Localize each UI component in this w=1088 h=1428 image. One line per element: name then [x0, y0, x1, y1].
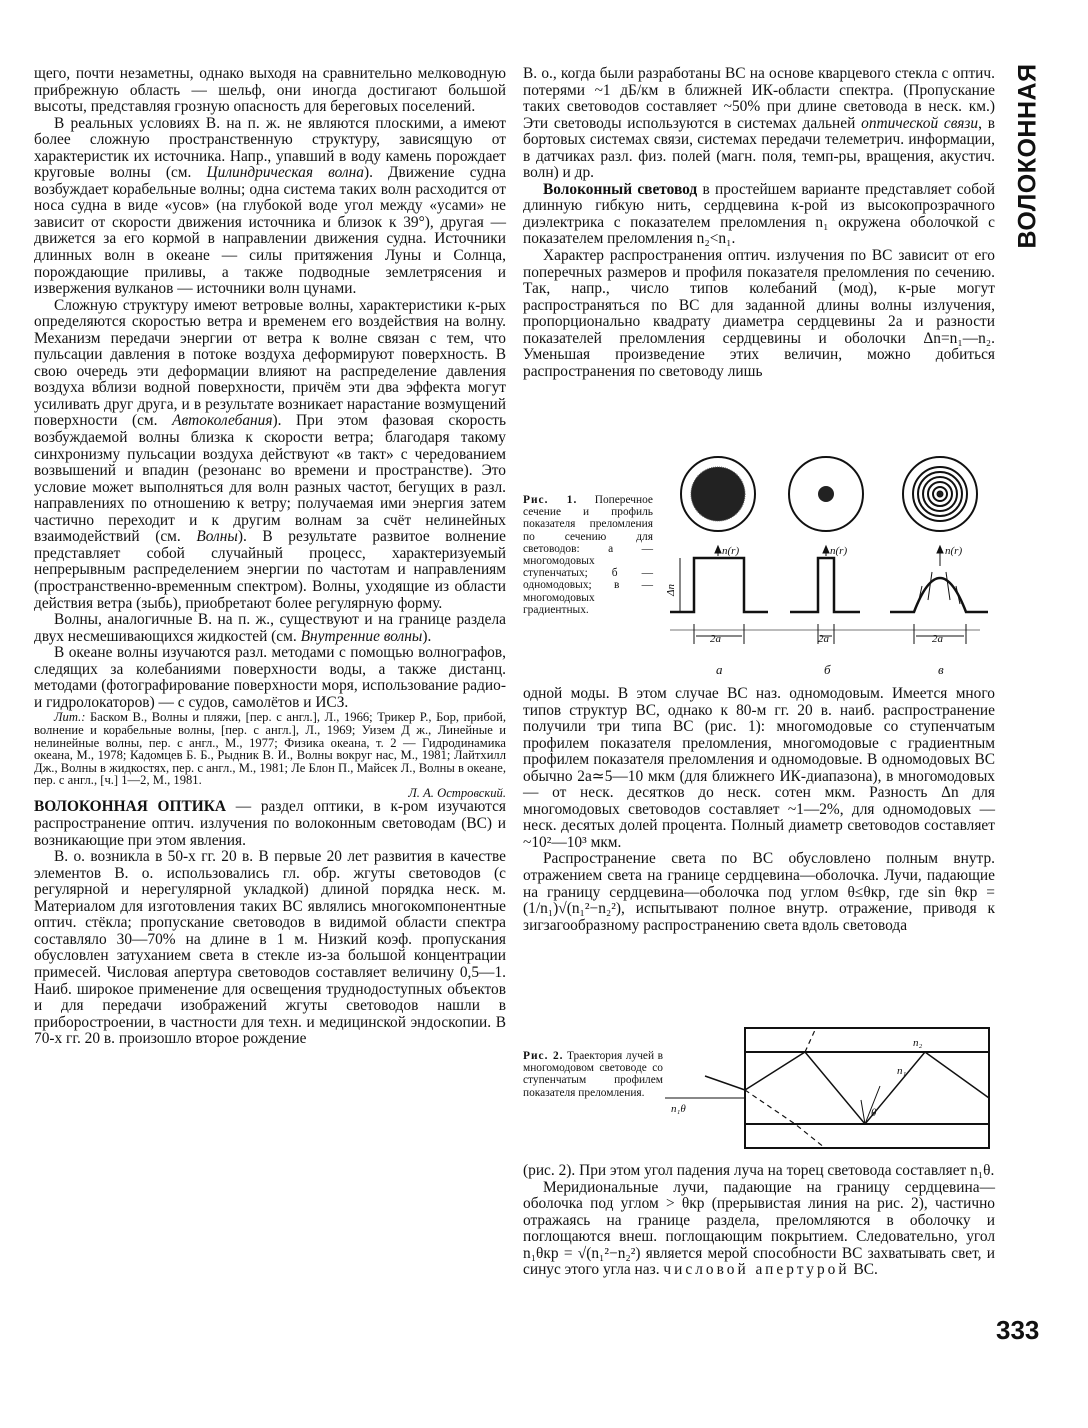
axis-label: n(r): [722, 545, 740, 557]
cross-reference: Внутренние волны: [300, 627, 423, 645]
right-column-middle: [523, 686, 995, 934]
paragraph: Характер распространения оптич. излучения по ВС зависит от его поперечных размеров и профиля показателя преломления по сечению. Так, напр., число типов колебаний (мод), к-рые могут распространяться по ВС для заданной длины волны излучения, пропорционально квадрату диаметра сердцевины 2a и разности показателей преломления сердцевины и оболочки Δn=n₁—n₂. Уменьшая произведение этих величин, можно добиться распространения по световоду лишь: [523, 247, 995, 380]
profile-a: [670, 546, 768, 644]
width-label: 2a: [932, 633, 943, 645]
running-head: [998, 63, 1058, 249]
paragraph: Сложную структуру имеют ветровые волны, характеристики к-рых определяются скоростью ветра и временем его воздействия на волну. Механизм передачи энергии от ветра к волне связан с тем, что пульсации давления в потоке воздуха деформируют поверхность. В свою очередь эти деформации влияют на распределение давления воздуха вблизи водной поверхности, причём эти два эффекта могут усиливать друг друга, и в результате возникает нарастание возмущений поверхности (см. Автоколебания). При этом фазовая скорость возбуждаемой волны близка к скорости ветра; благодаря такому синхронизму пульсации воздуха действуют «в такт» с чередованием возвышений и впадин (резонанс во времени и пространстве). Это условие может выполняться для волн разных частот, бегущих в разл. направлениях по отношению к ветру; получаемая ими энергия затем частично переходит и к другим волнам за счёт нелинейных взаимодействий (см. Волны). В результате развитое волнение представляет собой случайный процесс, характеризуемый непрерывным распределением энергии по частотам и направлениям (пространственно-временным спектром). Волны, уходящие из области действия ветра (зыбь), приобретают более регулярную форму.: [34, 296, 506, 612]
incident-ray: [705, 1076, 745, 1090]
refracted-ray: [745, 1090, 825, 1148]
cross-section-c: [903, 457, 977, 531]
n1-label: n₁: [897, 1065, 907, 1077]
left-column: [34, 66, 506, 1048]
running-head-text: ВОЛОКОННАЯ: [1013, 63, 1042, 249]
figure-2: [665, 1026, 995, 1152]
paragraph: Меридиональные лучи, падающие на границу сердцевина—оболочка под углом > θкр (прерывистая линия на рис. 2), частично отражаясь на границе раздела, преломляются в оболочку и поглощаются внеш. поглощающим покрытием. Следовательно, угол n₁θкр = √(n₁²−n₂²) является мерой способности ВС захватывать свет, и синус этого угла наз. числовой апертурой ВС.: [523, 1178, 995, 1279]
cross-reference: оптической связи: [861, 114, 979, 132]
figure-1: [660, 454, 1000, 682]
panel-label-b: б: [824, 662, 831, 677]
literature-list: [34, 711, 506, 799]
figure-1-caption: Рис. 1. Поперечное сечение и профиль показателя преломления по сечению для световодов: а — многомодовых ступенчатых; б — одномодовых; в — многомодовых градиентных.: [523, 494, 653, 616]
paragraph: В океане волны изучаются разл. методами с помощью волнографов, следящих за колебаниями поверхности воды, а также дистанц. методами (фотографирование поверхности моря, использование радио- и гидролокаторов) — с судов, самолётов и ИСЗ.: [34, 644, 506, 711]
page-number: 333: [996, 1315, 1040, 1345]
theta-label: θ: [871, 1107, 877, 1119]
axis-label: n(r): [945, 545, 963, 557]
cross-reference: Автоколебания: [172, 412, 273, 430]
width-label: 2a: [710, 633, 721, 645]
right-column-top: [523, 66, 995, 380]
author-signature: Л. А. Островский.: [408, 785, 506, 800]
profile-c: [890, 546, 988, 644]
figure-2-caption: Рис. 2. Траектория лучей в многомодовом световоде со ступенчатым профилем показателя преломления.: [523, 1050, 663, 1099]
cross-reference: Волны: [196, 528, 238, 546]
paragraph: В. о. возникла в 50-х гг. 20 в. В первые 20 лет развития в качестве элементов В. о. использовались гл. обр. жгуты световодов (с регулярной и нерегулярной укладкой) длиной порядка неск. м. Материалом для изготовления таких ВС являлись многокомпонентные оптич. стёкла; пропускание световодов в видимой области спектра составляло 30—70% на длине в 1 м. Низкий коэф. пропускания обусловлен затуханием света в стекле из-за большой концентрации примесей. Числовая апертура световодов составляет величину 0,5—1. Наиб. широкое применение для освещения труднодоступных объектов и для передачи изображений жгуты световодов нашли в приборостроении, в частности для техн. и медицинской эндоскопии. В 70-х гг. 20 в. произошло второе рождение: [34, 848, 506, 1048]
panel-label-c: в: [938, 662, 944, 677]
cross-section-b: [789, 457, 863, 531]
paragraph: В. о., когда были разработаны ВС на основе кварцевого стекла с оптич. потерями ~1 дБ/км в ближней ИК-области спектра. (Пропускание таких световодов составляет ~50% при длине световода в неск. км.) Эти световоды используются в системах дальней оптической связи, в бортовых системах связи, системах передачи телеметрич. информации, в датчиках разл. физ. полей (магн. поля, темп-ры, вращения, акустич. волн) и др.: [523, 65, 995, 182]
delta-n-label: Δn: [665, 584, 677, 596]
profile-b: [790, 546, 860, 644]
guided-ray: [745, 1052, 989, 1124]
paragraph: В реальных условиях В. на п. ж. не являются плоскими, а имеют более сложную пространственную структуру, зависящую от характеристик их источника. Напр., упавший в воду камень порождает круговые волны (см. Цилиндрическая волна). Движение судна возбуждает корабельные волны; одна система таких волн расходится от носа судна в виде «усов» (на глубокой воде угол между «усами» не зависит от скорости движения источника и близок к 39°), другая — движется за его кормой в направлении движения судна. Источники длинных волн в океане — силы притяжения Луны и Солнца, порождающие приливы, а также подводные землетрясения и извержения вулканов — источники волн цунами.: [34, 114, 506, 298]
width-label: 2a: [818, 633, 829, 645]
paragraph: (рис. 2). При этом угол падения луча на торец световода составляет n₁θ.: [523, 1162, 995, 1179]
cross-section-a: [681, 457, 755, 531]
article-heading: ВОЛОКОННАЯ ОПТИКА: [34, 798, 227, 816]
panel-label-a: а: [716, 662, 723, 677]
n1theta-label: n₁θ: [671, 1103, 686, 1115]
cross-reference: Цилиндрическая волна: [206, 164, 364, 182]
literature-text: Лит.: Баском В., Волны и пляжи, [пер. с англ.], Л., 1966; Трикер Р., Бор, прибой, волнение и корабельные волны, [пер. с англ.], Л., 1969; Уизем Д ж., Линейные и нелинейные волны, пер. с англ., М., 1977; Физика океана, т. 2 — Гидродинамика океана, М., 1978; Кадомцев Б. Б., Рыдник В. И., Волны вокруг нас, М., 1981; Лайтхилл Дж., Волны в жидкостях, пер. с англ., М., 1981; Ле Блон П., Майсек Л., Волны в океане, пер. с англ., [ч.] 1—2, М., 1981.: [34, 710, 506, 788]
paragraph: одной моды. В этом случае ВС наз. одномодовым. Имеется много типов структур ВС, однако к 80-м гг. 20 в. наиб. распространение получили три типа ВС (рис. 1): многомодовые со ступенчатым профилем показателя преломления, многомодовые с градиентным профилем показателя преломления и одномодовые. В одномодовых ВС обычно 2a≃5—10 мкм (для ближнего ИК-диапазона), в многомодовых — от неск. десятков до неск. сотен мкм. Разность Δn для многомодовых световодов составляет ~1—2%, для одномодовых — неск. десятых долей процента. Полный диаметр световодов составляет ~10²—10³ мкм.: [523, 685, 995, 851]
article-start: ВОЛОКОННАЯ ОПТИКА — раздел оптики, в к-ром изучаются распространение оптич. излучения по волоконным световодам (ВС) и возникающие при этом явления.: [34, 798, 506, 849]
n2-label: n₂: [913, 1037, 923, 1049]
paragraph: щего, почти незаметны, однако выходя на сравнительно мелководную прибрежную область — шельф, они иногда достигают большой высоты, представляя грозную опасность для береговых поселений.: [34, 65, 506, 116]
axis-label: n(r): [830, 545, 848, 557]
right-column-bottom: [523, 1163, 995, 1279]
fiber-outline: [745, 1028, 989, 1148]
paragraph: Распространение света по ВС обусловлено полным внутр. отражением света на границе сердцевина—оболочка. Лучи, падающие на границу сердцевина—оболочка под углом θ≤θкр, где sin θкр = (1/n₁)√(n₁²−n₂²), испытывают полное внутр. отражение, приводя к зигзагообразному распространению света вдоль световода: [523, 850, 995, 934]
term-heading: Волоконный световод: [543, 180, 698, 198]
paragraph: Волны, аналогичные В. на п. ж., существуют и на границе раздела двух несмешивающихся жидкостей (см. Внутренние волны).: [34, 611, 506, 645]
paragraph: Волоконный световод в простейшем варианте представляет собой длинную гибкую нить, сердцевина к-рой из высокопрозрачного диэлектрика с показателем преломления n₁ окружена оболочкой с показателем преломления n₂<n₁.: [523, 180, 995, 248]
